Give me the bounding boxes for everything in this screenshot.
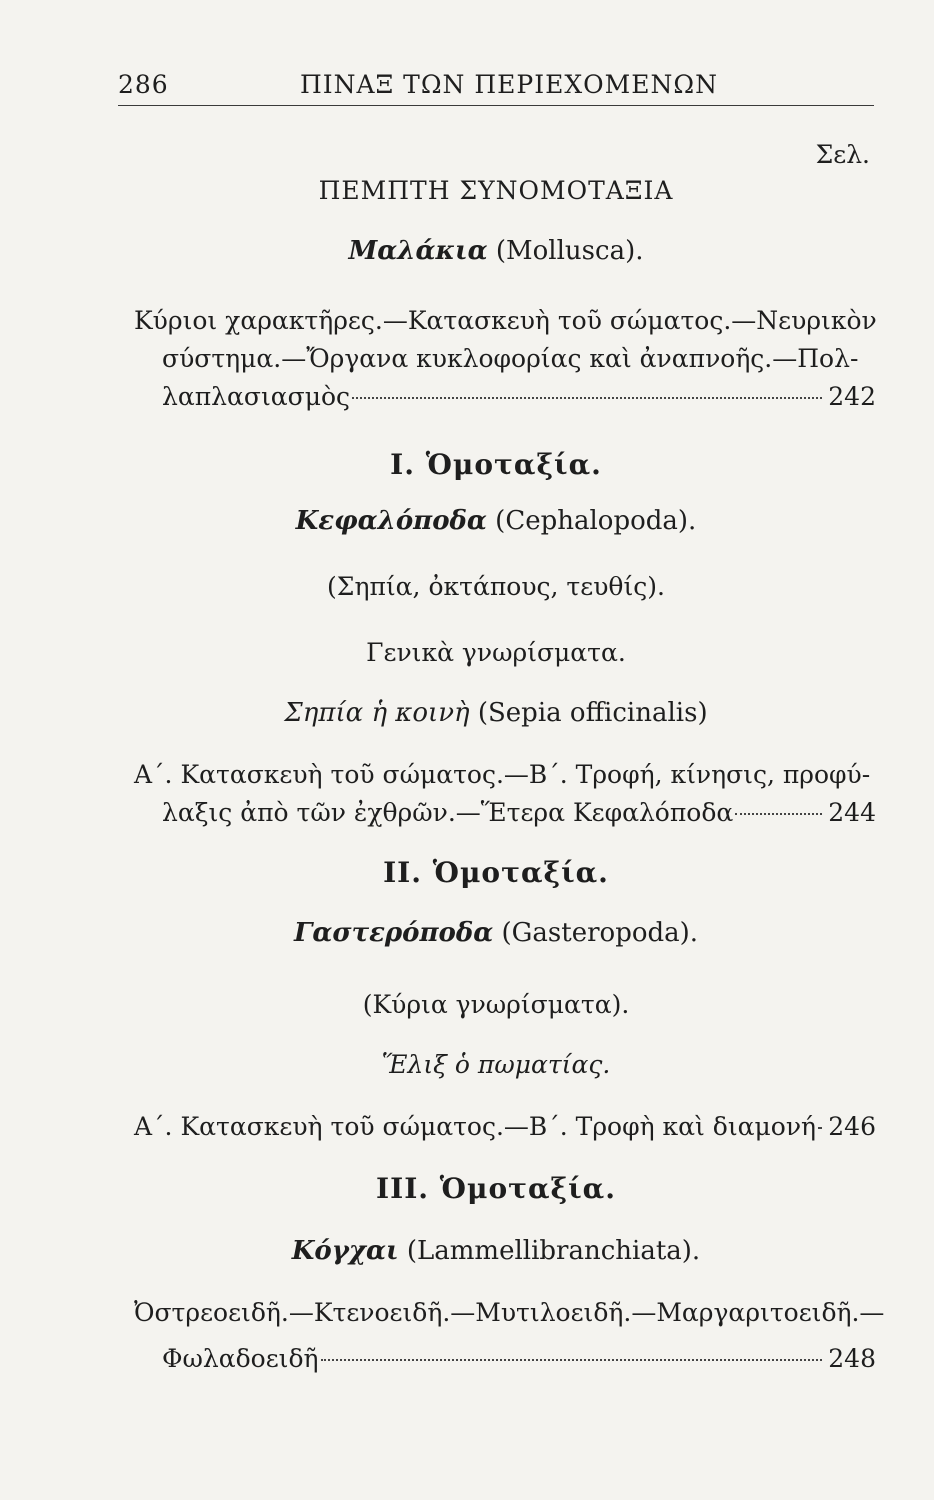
page-column-label: Σελ. <box>815 140 870 169</box>
order-1-general: Γενικὰ γνωρίσματα. <box>366 638 626 667</box>
order-1-species <box>118 698 874 728</box>
order-2-class-greek: Γαστερόποδα <box>293 918 494 948</box>
order-2-line-1-text: Α΄. Κατασκευὴ τοῦ σώματος.—Β΄. Τροφὴ καὶ διαμονή <box>134 1112 817 1141</box>
section-title: ΠΕΜΠΤΗ ΣΥΝΟΜΟΤΑΞΙΑ <box>318 176 674 205</box>
dot-leader <box>735 813 822 815</box>
order-1-class <box>118 506 874 536</box>
intro-line-3-text: λαπλασιασμὸς <box>162 382 351 411</box>
order-3-line-2-text: Φωλαδοειδῆ <box>162 1344 319 1373</box>
order-1-examples: (Σηπία, ὀκτάπους, τευθίς). <box>327 572 665 601</box>
dot-leader <box>818 1127 822 1129</box>
order-2-species: Ἕλιξ ὁ πωματίας. <box>381 1050 611 1079</box>
page-header <box>118 66 874 106</box>
order-3-line-2 <box>162 1344 876 1373</box>
intro-line-2: σύστημα.—Ὄργανα κυκλοφορίας καὶ ἀναπνοῆς.—Πολ- <box>162 344 859 373</box>
order-1-line-1: Α΄. Κατασκευὴ τοῦ σώματος.—Β΄. Τροφή, κίνησις, προφύ- <box>134 760 871 789</box>
header-rule <box>118 105 874 106</box>
order-1-class-latin: (Cephalopoda). <box>495 506 697 536</box>
order-3-class-latin: (Lammellibranchiata). <box>406 1236 701 1266</box>
order-2-class-latin: (Gasteropoda). <box>501 918 699 948</box>
page-number: 286 <box>118 70 169 99</box>
order-1-line-2 <box>162 798 876 827</box>
dot-leader <box>352 397 822 399</box>
phylum-greek: Μαλάκια <box>348 236 488 266</box>
intro-page: 242 <box>828 382 876 411</box>
phylum-heading <box>118 236 874 266</box>
order-1-species-greek: Σηπία ἡ κοινὴ <box>284 698 470 728</box>
dot-leader <box>321 1359 823 1361</box>
order-1-heading: I. Ὁμοταξία. <box>390 448 602 481</box>
order-2-class <box>118 918 874 948</box>
order-3-page: 248 <box>828 1344 876 1373</box>
order-2-line-1 <box>134 1112 876 1141</box>
order-2-general: (Κύρια γνωρίσματα). <box>362 990 630 1019</box>
intro-line-1: Κύριοι χαρακτῆρες.—Κατασκευὴ τοῦ σώματος.—Νευρικὸν <box>134 306 877 335</box>
intro-line-3 <box>162 382 876 411</box>
order-3-line-1: Ὀστρεοειδῆ.—Κτενοειδῆ.—Μυτιλοειδῆ.—Μαργαριτοειδῆ.— <box>134 1298 885 1327</box>
running-title: ΠΙΝΑΞ ΤΩΝ ΠΕΡΙΕΧΟΜΕΝΩΝ <box>300 70 718 99</box>
order-1-class-greek: Κεφαλόποδα <box>295 506 487 536</box>
order-1-species-latin: (Sepia officinalis) <box>477 698 708 728</box>
order-3-class-greek: Κόγχαι <box>291 1236 399 1266</box>
order-2-heading: II. Ὁμοταξία. <box>383 856 609 889</box>
order-3-class <box>118 1236 874 1266</box>
phylum-latin: (Mollusca). <box>495 236 644 266</box>
order-1-line-2-text: λαξις ἀπὸ τῶν ἐχθρῶν.—Ἕτερα Κεφαλόποδα <box>162 798 734 827</box>
order-1-page: 244 <box>828 798 876 827</box>
order-2-page: 246 <box>828 1112 876 1141</box>
order-3-heading: III. Ὁμοταξία. <box>376 1172 616 1205</box>
